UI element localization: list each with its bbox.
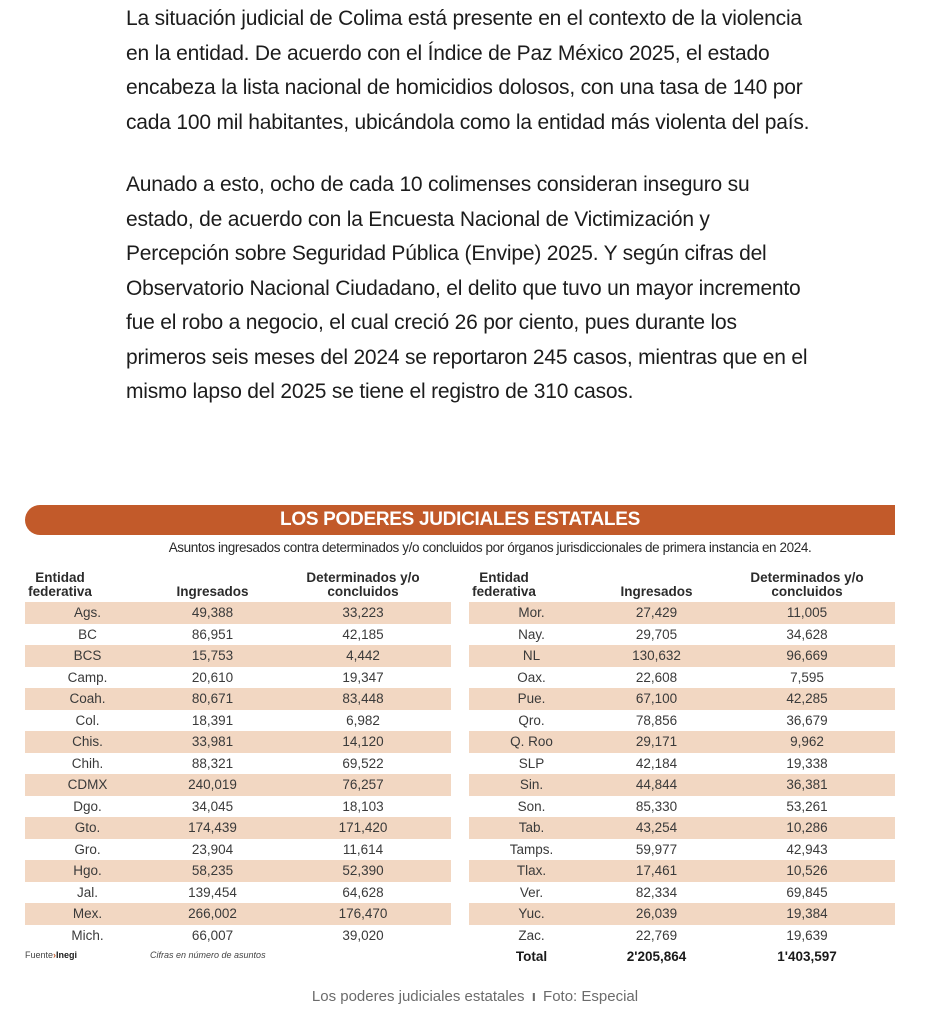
- cell-resolved: 36,679: [786, 712, 828, 728]
- header-received: Ingresados: [176, 584, 249, 599]
- cell-resolved: 19,384: [786, 906, 828, 922]
- table-row: [25, 731, 451, 753]
- table-row: [25, 860, 451, 882]
- table-body: [469, 602, 895, 968]
- table-row: [469, 860, 895, 882]
- table-row: [469, 645, 895, 667]
- table-row: [25, 925, 451, 947]
- cell-resolved: 11,614: [342, 841, 384, 857]
- table-row: [469, 731, 895, 753]
- cell-received: 139,454: [188, 884, 237, 900]
- cell-received: 66,007: [191, 927, 234, 943]
- cell-entity: Gto.: [74, 820, 101, 836]
- cell-resolved: 64,628: [342, 884, 384, 900]
- cell-entity: Pue.: [517, 691, 546, 707]
- cell-received: 15,753: [191, 648, 234, 664]
- cell-entity: Zac.: [518, 927, 545, 943]
- cell-received: 266,002: [188, 906, 237, 922]
- source-arrow-icon: ›: [53, 950, 57, 960]
- cell-resolved: 171,420: [338, 820, 388, 836]
- table-row: [469, 710, 895, 732]
- infographic-title: LOS PODERES JUDICIALES ESTATALES: [25, 505, 895, 535]
- cell-received: 174,439: [188, 820, 237, 836]
- table-row: [469, 667, 895, 689]
- table-header: [25, 569, 451, 599]
- header-entity: Entidad federativa: [472, 570, 536, 599]
- cell-entity: Mor.: [518, 605, 545, 621]
- cell-resolved: 1'403,597: [777, 949, 837, 965]
- table-row: [469, 753, 895, 775]
- cell-resolved: 34,628: [786, 626, 828, 642]
- table-row: [25, 602, 451, 624]
- cell-received: 22,608: [635, 669, 678, 685]
- cell-resolved: 4,442: [346, 648, 380, 664]
- cell-received: 33,981: [191, 734, 234, 750]
- table-left: [25, 569, 451, 968]
- table-body: [25, 602, 451, 960]
- cell-entity: CDMX: [67, 777, 108, 793]
- cell-received: 18,391: [191, 712, 234, 728]
- table-row: [469, 624, 895, 646]
- source-prefix: Fuente: [25, 950, 54, 960]
- cell-received: 80,671: [191, 691, 234, 707]
- units-note: Cifras en número de asuntos: [150, 950, 266, 960]
- cell-received: 58,235: [191, 863, 234, 879]
- table-row: [25, 903, 451, 925]
- table-row: [25, 774, 451, 796]
- table-row: [469, 903, 895, 925]
- article-paragraph: Aunado a esto, ocho de cada 10 colimenses consideran inseguro su estado, de acuerdo con la Encuesta Nacional de Victimización y Percepción sobre Seguridad Pública (Envipe) 2025. Y según cifras del Observatorio Nacional Ciudadano, el delito que tuvo un mayor incremento fue el robo a negocio, el cual creció 26 por ciento, pues durante los primeros seis meses del 2024 se reportaron 245 casos, mientras que en el mismo lapso del 2025 se tiene el registro de 310 casos.: [126, 173, 808, 403]
- cell-entity: Nay.: [518, 626, 545, 642]
- cell-entity: Tlax.: [516, 863, 547, 879]
- cell-entity: Sin.: [519, 777, 544, 793]
- cell-entity: Yuc.: [518, 906, 545, 922]
- table-row: [25, 839, 451, 861]
- cell-resolved: 42,943: [786, 841, 828, 857]
- cell-entity: BC: [78, 626, 97, 642]
- article-body: [126, 2, 816, 410]
- cell-entity: Ags.: [73, 605, 101, 621]
- cell-resolved: 69,845: [786, 884, 828, 900]
- infographic-image: [25, 505, 895, 968]
- cell-received: 130,632: [632, 648, 681, 664]
- table-row: [25, 796, 451, 818]
- cell-received: 22,769: [635, 927, 678, 943]
- table-row: [469, 774, 895, 796]
- cell-received: 23,904: [191, 841, 234, 857]
- cell-entity: SLP: [518, 755, 545, 771]
- table-row: [469, 882, 895, 904]
- cell-resolved: 18,103: [342, 798, 384, 814]
- cell-entity: Camp.: [67, 669, 108, 685]
- table-row: [25, 882, 451, 904]
- header-entity: Entidad federativa: [28, 570, 92, 599]
- cell-resolved: 10,286: [786, 820, 828, 836]
- cell-entity: Dgo.: [73, 798, 102, 814]
- cell-resolved: 36,381: [786, 777, 828, 793]
- article-paragraph: La situación judicial de Colima está presente en el contexto de la violencia en la entidad. De acuerdo con el Índice de Paz México 2025, el estado encabeza la lista nacional de homicidios dolosos, con una tasa de 140 por cada 100 mil habitantes, ubicándola como la entidad más violenta del país.: [126, 7, 810, 134]
- table-row: [469, 688, 895, 710]
- cell-received: 27,429: [635, 605, 678, 621]
- total-row: [469, 946, 895, 968]
- cell-received: 82,334: [635, 884, 678, 900]
- header-received: Ingresados: [620, 584, 693, 599]
- cell-resolved: 7,595: [790, 669, 824, 685]
- cell-entity: Mex.: [72, 906, 103, 922]
- table-row: [25, 688, 451, 710]
- cell-entity: Chis.: [72, 734, 103, 750]
- cell-entity: Tamps.: [509, 841, 554, 857]
- cell-received: 59,977: [635, 841, 678, 857]
- cell-resolved: 10,526: [786, 863, 828, 879]
- image-caption: [0, 988, 950, 1005]
- cell-entity: Coah.: [69, 691, 106, 707]
- cell-entity: Ver.: [519, 884, 544, 900]
- header-resolved: Determinados y/o concluidos: [306, 570, 420, 599]
- cell-entity: Hgo.: [73, 863, 102, 879]
- cell-resolved: 6,982: [346, 712, 380, 728]
- cell-received: 43,254: [635, 820, 678, 836]
- table-header: [469, 569, 895, 599]
- table-row: [25, 753, 451, 775]
- cell-entity: Mich.: [71, 927, 104, 943]
- cell-received: 29,171: [635, 734, 678, 750]
- source-note: [25, 950, 451, 960]
- cell-received: 2'205,864: [626, 949, 687, 965]
- cell-entity: Chih.: [71, 755, 104, 771]
- cell-received: 20,610: [191, 669, 234, 685]
- table-row: [469, 817, 895, 839]
- cell-entity: Son.: [517, 798, 546, 814]
- header-resolved: Determinados y/o concluidos: [750, 570, 864, 599]
- cell-received: 17,461: [635, 863, 678, 879]
- cell-resolved: 19,338: [786, 755, 828, 771]
- cell-entity: Col.: [75, 712, 100, 728]
- cell-entity: Oax.: [517, 669, 546, 685]
- cell-resolved: 176,470: [338, 906, 388, 922]
- infographic-subtitle: Asuntos ingresados contra determinados y/o concluidos por órganos jurisdiccionales de primera instancia en 2024.: [168, 540, 812, 555]
- table-row: [469, 839, 895, 861]
- cell-received: 88,321: [191, 755, 234, 771]
- table-row: [25, 667, 451, 689]
- cell-received: 42,184: [635, 755, 678, 771]
- cell-received: 49,388: [191, 605, 234, 621]
- cell-entity: Tab.: [518, 820, 545, 836]
- source-label: [25, 950, 150, 960]
- cell-entity: NL: [522, 648, 541, 664]
- cell-resolved: 42,185: [342, 626, 384, 642]
- cell-entity: Q. Roo: [510, 734, 553, 750]
- cell-received: 240,019: [188, 777, 237, 793]
- caption-text: Los poderes judiciales estatales: [311, 988, 525, 1005]
- cell-received: 85,330: [635, 798, 678, 814]
- cell-resolved: 76,257: [342, 777, 384, 793]
- cell-received: 86,951: [191, 626, 234, 642]
- table-right: [469, 569, 895, 968]
- cell-resolved: 33,223: [342, 605, 384, 621]
- cell-resolved: 53,261: [786, 798, 828, 814]
- cell-resolved: 42,285: [786, 691, 828, 707]
- table-row: [25, 817, 451, 839]
- cell-entity: Gro.: [74, 841, 101, 857]
- table-row: [25, 710, 451, 732]
- cell-resolved: 39,020: [342, 927, 384, 943]
- cell-received: 34,045: [191, 798, 234, 814]
- cell-resolved: 14,120: [342, 734, 384, 750]
- table-row: [25, 645, 451, 667]
- table-row: [469, 796, 895, 818]
- cell-resolved: 69,522: [342, 755, 384, 771]
- cell-entity: Total: [515, 949, 548, 965]
- cell-resolved: 52,390: [342, 863, 384, 879]
- cell-resolved: 11,005: [786, 605, 828, 621]
- cell-received: 44,844: [635, 777, 678, 793]
- cell-resolved: 19,347: [342, 669, 384, 685]
- cell-entity: Qro.: [518, 712, 545, 728]
- cell-resolved: 9,962: [790, 734, 824, 750]
- cell-resolved: 96,669: [786, 648, 828, 664]
- caption-separator: ı: [531, 988, 536, 1005]
- cell-entity: BCS: [73, 648, 102, 664]
- caption-credit: Foto: Especial: [543, 988, 639, 1005]
- cell-resolved: 19,639: [786, 927, 828, 943]
- table-row: [25, 624, 451, 646]
- cell-received: 78,856: [635, 712, 678, 728]
- table-row: [469, 925, 895, 947]
- cell-resolved: 83,448: [342, 691, 384, 707]
- cell-received: 29,705: [635, 626, 678, 642]
- table-row: [469, 602, 895, 624]
- source-name: Inegi: [56, 950, 78, 960]
- cell-entity: Jal.: [76, 884, 98, 900]
- cell-received: 67,100: [635, 691, 678, 707]
- cell-received: 26,039: [635, 906, 678, 922]
